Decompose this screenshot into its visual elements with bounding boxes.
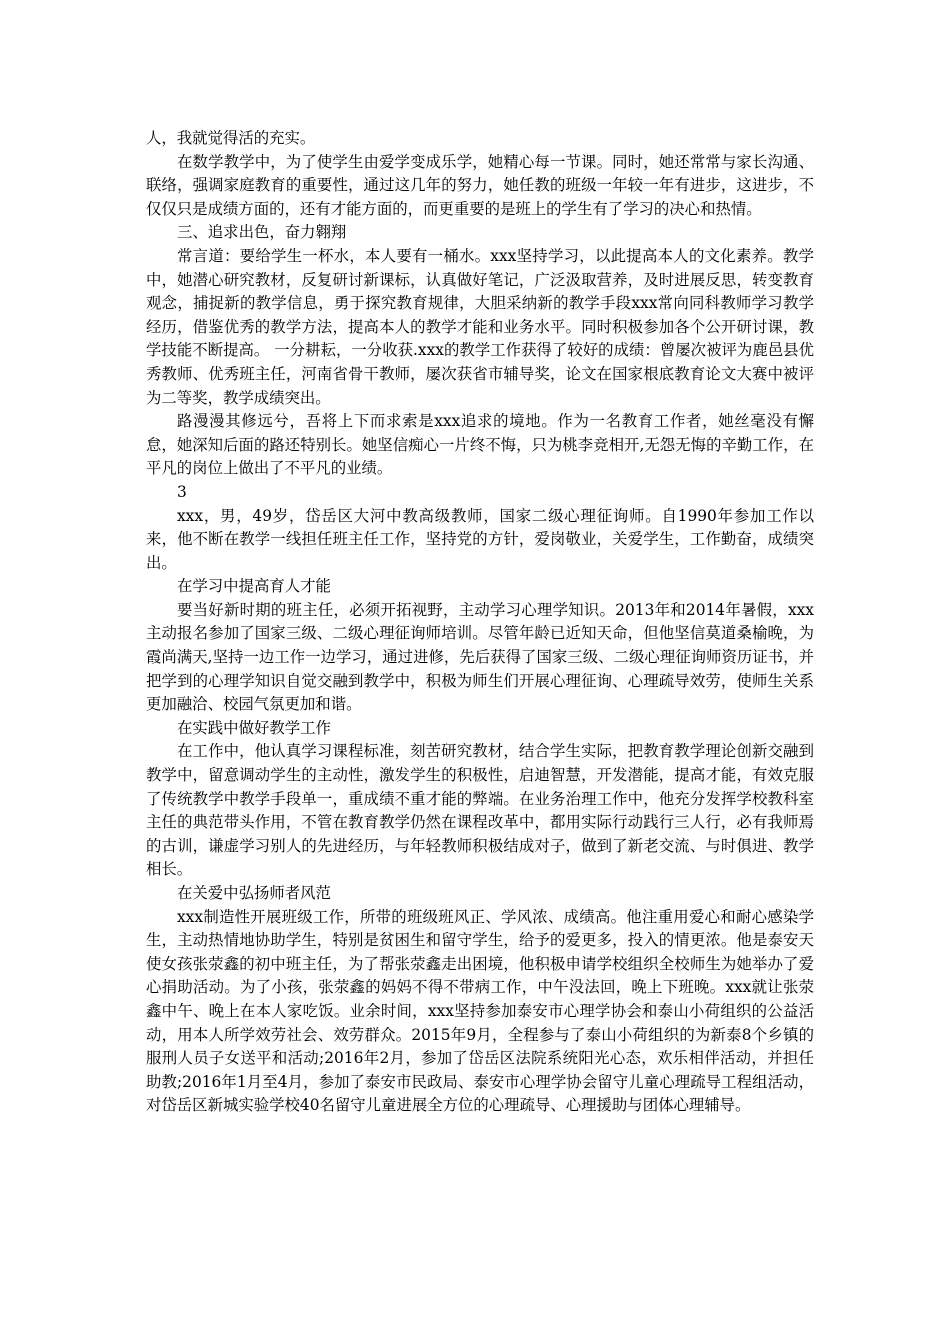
paragraph-class-work: xxx制造性开展班级工作，所带的班级班风正、学风浓、成绩高。他注重用爱心和耐心感染学生，主动热情地协助学生，特别是贫困生和留守学生，给予的爱更多，投入的情更浓。他是泰安天使女孩张荥鑫的初中班主任，为了帮张荥鑫走出困境，他积极申请学校组织全校师生为她举办了爱心捐助活动。为了小孩，张荥鑫的妈妈不得不带病工作，中午没法回，晚上下班晚。xxx就让张荥鑫中午、晚上在本人家吃饭。业余时间，xxx坚持参加泰安市心理学协会和泰山小荷组织的公益活动，用本人所学效劳社会、效劳群众。2015年9月，全程参与了泰山小荷组织的为新泰8个乡镇的服刑人员子女送平和活动;2016年2月，参加了岱岳区法院系统阳光心态，欢乐相伴活动，并担任助教;2016年1月至4月，参加了泰安市民政局、泰安市心理学协会留守儿童心理疏导工程组活动，对岱岳区新城实验学校40名留守儿童进展全方位的心理疏导、心理援助与团体心理辅导。 — [146, 907, 814, 1115]
paragraph-math-teaching: 在数学教学中，为了使学生由爱学变成乐学，她精心每一节课。同时，她还常常与家长沟通、联络，强调家庭教育的重要性，通过这几年的努力，她任教的班级一年较一年有进步，这进步，不仅仅只是成绩方面的，还有才能方面的，而更重要的是班上的学生有了学习的决心和热情。 — [146, 152, 814, 218]
document-body — [146, 127, 814, 1118]
section-heading-pursue-excellence: 三、追求出色，奋力翱翔 — [177, 223, 347, 242]
subheading-practice: 在实践中做好教学工作 — [177, 718, 331, 737]
paragraph-teaching-work: 在工作中，他认真学习课程标准，刻苦研究教材，结合学生实际，把教育教学理论创新交融到教学中，留意调动学生的主动性，激发学生的积极性，启迪智慧，开发潜能，提高才能，有效克服了传统教学中教学手段单一，重成绩不重才能的弊端。在业务治理工作中，他充分发挥学校教科室主任的典范带头作用，不管在教育教学仍然在课程改革中，都用实际行动践行三人行，必有我师焉的古训，谦虚学习别人的先进经历，与年轻教师积极结成对子，做到了新老交流、与时俱进、教学相长。 — [146, 742, 814, 879]
paragraph-continuation: 人，我就觉得活的充实。 — [146, 129, 316, 147]
section-number: 3 — [177, 482, 187, 501]
subheading-learning: 在学习中提高育人才能 — [177, 577, 331, 596]
paragraph-teacher-intro: xxx，男，49岁，岱岳区大河中教高级教师，国家二级心理征询师。自1990年参加工作以来，他不断在教学一线担任班主任工作，坚持党的方针，爱岗敬业，关爱学生，工作勤奋，成绩突出。 — [146, 506, 814, 572]
subheading-care: 在关爱中弘扬师者风范 — [177, 884, 331, 902]
paragraph-continuous-learning: 常言道：要给学生一杯水，本人要有一桶水。xxx坚持学习，以此提高本人的文化素养。教学中，她潜心研究教材，反复研讨新课标，认真做好笔记，广泛汲取营养，及时进展反思，转变教育观念，捕捉新的教学信息，勇于探究教育规律，大胆采纳新的教学手段xxx常向同科教师学习教学经历，借鉴优秀的教学方法，提高本人的教学才能和业务水平。同时积极参加各个公开研讨课，教学技能不断提高。 一分耕耘，一分收获.xxx的教学工作获得了较好的成绩：曾屡次被评为鹿邑县优秀教师、优秀班主任，河南省骨干教师，屡次获省市辅导奖，论文在国家根底教育论文大赛中被评为二等奖，教学成绩突出。 — [146, 246, 814, 407]
paragraph-psychology-training: 要当好新时期的班主任，必须开拓视野，主动学习心理学知识。2013年和2014年暑假，xxx主动报名参加了国家三级、二级心理征询师培训。尽管年龄已近知天命，但他坚信莫道桑榆晚，为霞尚满天,坚持一边工作一边学习，通过进修，先后获得了国家三级、二级心理征询师资历证书，并把学到的心理学知识自觉交融到教学中，积极为师生们开展心理征询、心理疏导效劳，使师生关系更加融洽、校园气氛更加和谐。 — [146, 600, 814, 714]
paragraph-long-road: 路漫漫其修远兮，吾将上下而求索是xxx追求的境地。作为一名教育工作者，她丝毫没有懈怠，她深知后面的路还特别长。她坚信痴心一片终不悔，只为桃李竞相开,无怨无悔的辛勤工作，在平凡的岗位上做出了不平凡的业绩。 — [146, 412, 814, 478]
